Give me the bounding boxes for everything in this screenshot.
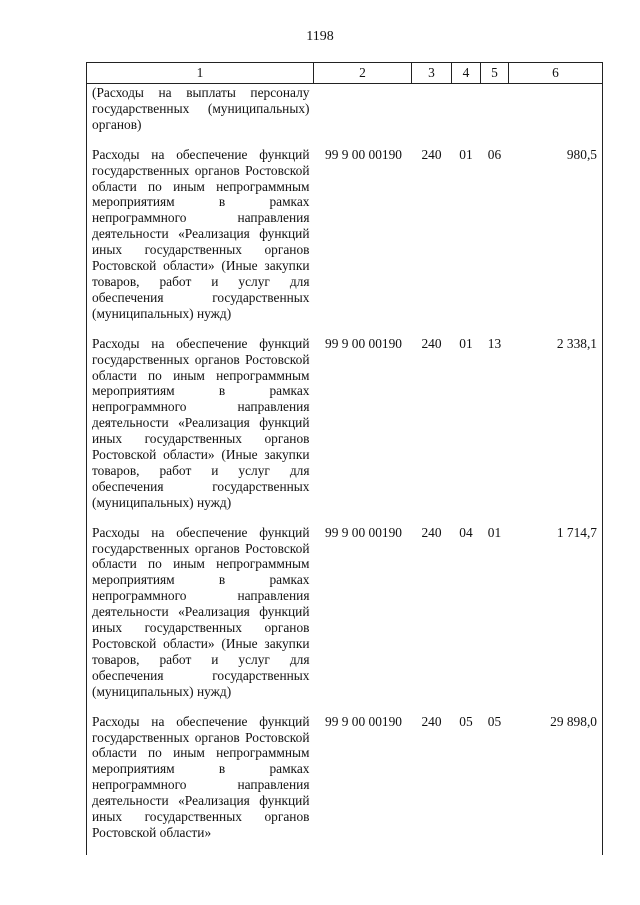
row-amount: 980,5 <box>509 147 603 336</box>
row-code: 99 9 00 00190 <box>325 146 402 162</box>
row-code: 99 9 00 00190 <box>325 524 402 540</box>
table-row <box>87 147 603 336</box>
table-row <box>87 336 603 525</box>
header-row <box>87 63 603 84</box>
column-header: 6 <box>509 63 603 84</box>
row-description: Расходы на обеспечение функций государственных органов Ростовской области по иным непрограммным мероприятиям в рамках непрограммного направления деятельности «Реализация функций иных государственных органов Ростовской области» <box>87 714 314 855</box>
row-code: 99 9 00 00190 <box>325 713 402 729</box>
continuation-text: (Расходы на выплаты персоналу государственных (муниципальных) органов) <box>87 84 314 147</box>
row-subsection: 06 <box>487 146 502 162</box>
column-header: 5 <box>481 63 509 84</box>
row-description: Расходы на обеспечение функций государственных органов Ростовской области по иным непрограммным мероприятиям в рамках непрограммного направления деятельности «Реализация функций иных государственных органов Ростовской области» (Иные закупки товаров, работ и услуг для обеспечения государственных (муниципальных) нужд) <box>87 525 314 714</box>
column-header: 3 <box>412 63 452 84</box>
budget-table <box>86 62 603 855</box>
row-section: 01 <box>459 146 473 162</box>
row-section: 04 <box>459 524 473 540</box>
row-section: 01 <box>459 335 473 351</box>
table-row <box>87 714 603 855</box>
table-row <box>87 525 603 714</box>
page-number: 1198 <box>306 29 334 44</box>
row-type: 240 <box>421 713 442 729</box>
row-type: 240 <box>421 146 442 162</box>
column-header: 2 <box>314 63 412 84</box>
row-subsection: 05 <box>487 713 502 729</box>
row-code: 99 9 00 00190 <box>325 335 402 351</box>
row-type: 240 <box>421 524 442 540</box>
row-amount: 2 338,1 <box>509 336 603 525</box>
row-subsection: 13 <box>487 335 502 351</box>
row-section: 05 <box>459 713 473 729</box>
row-amount: 1 714,7 <box>509 525 603 714</box>
row-description: Расходы на обеспечение функций государственных органов Ростовской области по иным непрограммным мероприятиям в рамках непрограммного направления деятельности «Реализация функций иных государственных органов Ростовской области» (Иные закупки товаров, работ и услуг для обеспечения государственных (муниципальных) нужд) <box>87 336 314 525</box>
row-subsection: 01 <box>487 524 502 540</box>
column-header: 4 <box>452 63 481 84</box>
row-amount: 29 898,0 <box>509 714 603 855</box>
row-type: 240 <box>421 335 442 351</box>
row-description: Расходы на обеспечение функций государственных органов Ростовской области по иным непрограммным мероприятиям в рамках непрограммного направления деятельности «Реализация функций иных государственных органов Ростовской области» (Иные закупки товаров, работ и услуг для обеспечения государственных (муниципальных) нужд) <box>87 147 314 336</box>
column-header: 1 <box>87 63 314 84</box>
continuation-row <box>87 84 603 147</box>
